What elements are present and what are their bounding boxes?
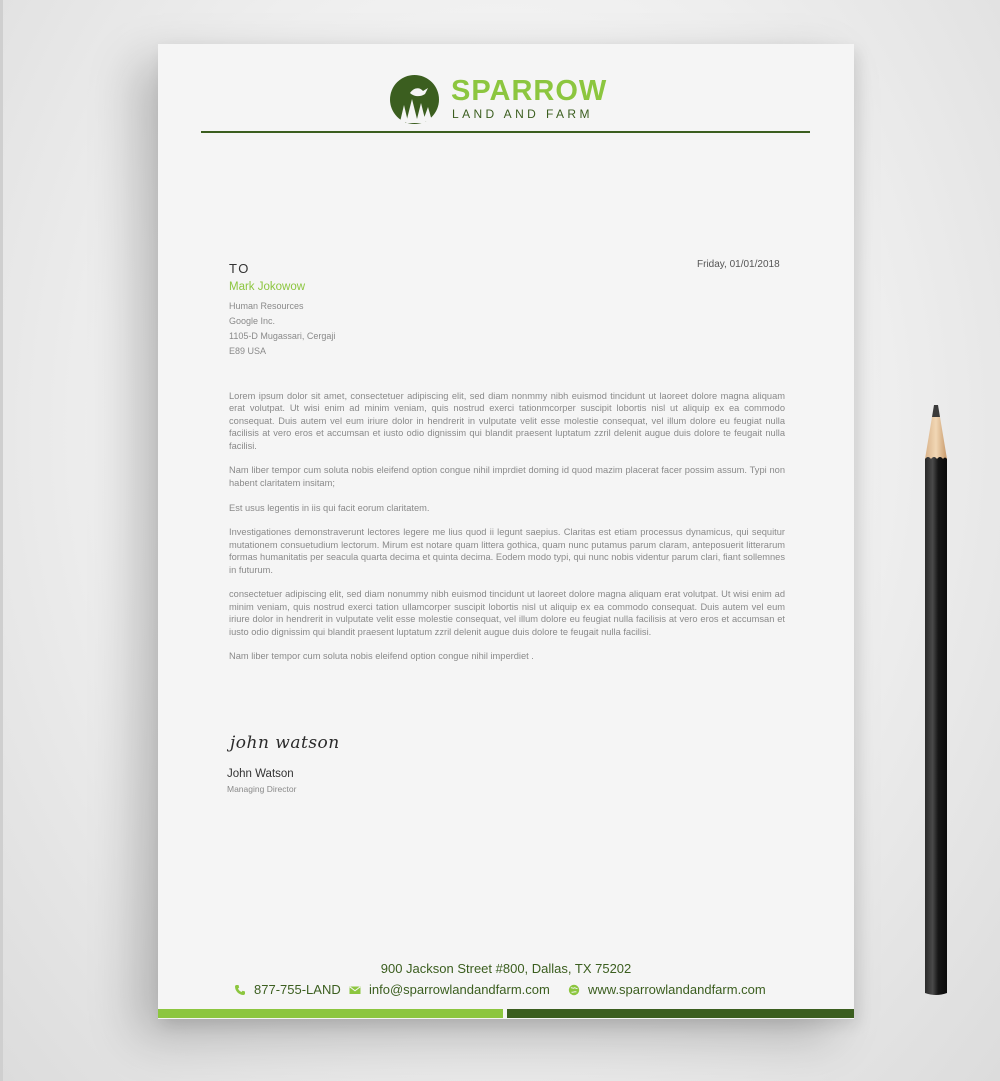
globe-icon <box>568 984 580 996</box>
recipient-name: Mark Jokowow <box>229 281 306 293</box>
letterhead-page <box>158 44 854 1019</box>
recipient-department: Human Resources <box>229 301 304 311</box>
recipient-street: 1105-D Mugassari, Cergaji <box>229 331 336 341</box>
letter-body <box>229 390 785 675</box>
handwritten-signature: john watson <box>230 733 340 753</box>
body-paragraph: Nam liber tempor cum soluta nobis eleifend option congue nihil imprdiet doming id quod mazim placerat facer possim assum. Typi non habent claritatem insitam; <box>229 465 785 488</box>
signer-name: John Watson <box>227 768 294 780</box>
body-paragraph: Est usus legentis in iis qui facit eorum claritatem. <box>229 502 430 513</box>
email-icon <box>349 984 361 996</box>
footer-address: 900 Jackson Street #800, Dallas, TX 75202 <box>380 961 632 976</box>
footer-phone <box>234 982 341 997</box>
body-paragraph: Lorem ipsum dolor sit amet, consectetuer adipiscing elit, sed diam nonmmy nibh euismod tincidunt ut laoreet dolore magna aliquam erat volutpat. Ut wisi enim ad minim veniam, quis nostrud exerci tationmcorper suscipit lobortis nisl ut aliquip ex ea commodo consequat. Duis autem vel eum iriure dolor in hendrerit in vulputate velit esse molestie consequat, vel illum dolore eu feugiat nulla facilisis at vero eros et accumsan et iusto odio dignissim qui blandit praesent luptatum zzril delenit augue duis dolore te feugait nulla facilisi. <box>229 391 785 451</box>
footer-bar-dark <box>507 1009 854 1018</box>
signer-title: Managing Director <box>227 784 297 794</box>
phone-number: 877-755-LAND <box>254 982 341 997</box>
footer-bar-light <box>158 1009 503 1018</box>
body-paragraph: consectetuer adipiscing elit, sed diam nonummy nibh euismod tincidunt ut laoreet dolore magna aliquam erat volutpat. Ut wisi enim ad minim veniam, quis nostrud exerci tation ullamcorper suscipit lobortis nisl ut aliquip ex ea commodo consequat. Duis autem vel eum iriure dolor in hendrerit in vulputate velit esse molestie consequat, vel illum dolore eu feugiat nulla facilisis at vero eros et accumsan et iusto odio dignissim qui blandit praesent luptatum zzril delenit augue duis dolore te feugait nulla facilisi. <box>229 589 785 637</box>
header-divider <box>201 131 810 133</box>
recipient-company: Google Inc. <box>229 316 276 326</box>
background-edge <box>0 0 3 1081</box>
pencil-image <box>919 405 953 997</box>
body-paragraph: Investigationes demonstraverunt lectores legere me lius quod ii legunt saepius. Claritas est etiam processus dynamicus, qui sequitur mutationem consuetudium lectorum. Mirum est notare quam littera gothica, quam nunc putamus parum claram, anteposuerit litterarum formas humanitatis per seacula quarta decima et quinta decima. Eodem modo typi, qui nunc nobis videntur parum clari, fiant sollemnes in futurum. <box>229 527 785 575</box>
brand-tagline: LAND AND FARM <box>452 107 593 121</box>
body-paragraph: Nam liber tempor cum soluta nobis eleifend option congue nihil imperdiet . <box>229 651 534 662</box>
phone-icon <box>234 984 246 996</box>
recipient-postal: E89 USA <box>229 346 267 356</box>
website-url: www.sparrowlandandfarm.com <box>588 982 766 997</box>
footer-email <box>349 982 550 997</box>
footer-website <box>568 982 766 997</box>
email-address: info@sparrowlandandfarm.com <box>369 982 550 997</box>
to-label: TO <box>229 261 250 276</box>
sparrow-over-pine-trees-icon <box>390 75 439 124</box>
letter-date: Friday, 01/01/2018 <box>697 259 780 270</box>
brand-name: SPARROW <box>451 75 608 107</box>
